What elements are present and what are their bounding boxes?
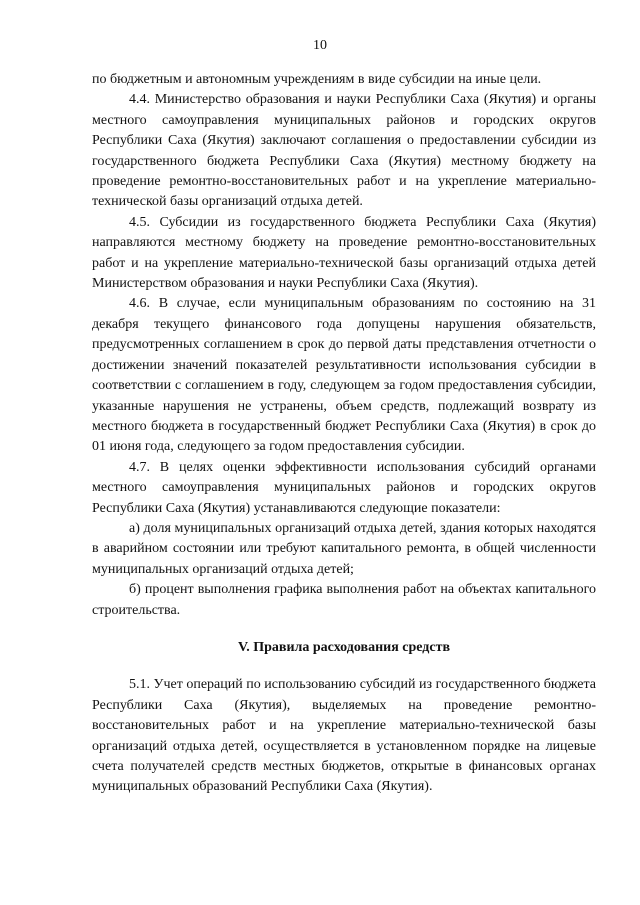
paragraph-4-7: 4.7. В целях оценки эффективности использования субсидий органами местного самоуправления муниципальных районов и городских округов Республики Саха (Якутия) устанавливаются следующие показатели:	[92, 459, 596, 516]
document-body	[92, 70, 596, 798]
indicator-item-a: а) доля муниципальных организаций отдыха детей, здания которых находятся в аварийном состоянии или требуют капитального ремонта, в общей численности муниципальных организаций отдыха детей;	[92, 520, 596, 577]
paragraph-4-4: 4.4. Министерство образования и науки Республики Саха (Якутия) и органы местного самоуправления муниципальных районов и городских округов Республики Саха (Якутия) заключают соглашения о предоставлении субсидии из государственного бюджета Республики Саха (Якутия) местному бюджету на проведение ремонтно-восстановительных работ и на укрепление материально-технической базы организаций отдыха детей.	[92, 92, 596, 210]
paragraph-5-1: 5.1. Учет операций по использованию субсидий из государственного бюджета Республики Саха (Якутия), выделяемых на проведение ремонтно-восстановительных работ и на укрепление материально-технической базы организаций отдыха детей, осуществляется в установленном порядке на лицевые счета получателей средств местных бюджетов, открытые в финансовых органах муниципальных образований Республики Саха (Якутия).	[92, 677, 596, 795]
page-number: 10	[313, 38, 327, 53]
paragraph-4-5: 4.5. Субсидии из государственного бюджета Республики Саха (Якутия) направляются местному бюджету на проведение ремонтно-восстановительных работ и на укрепление материально-технической базы организаций отдыха детей Министерством образования и науки Республики Саха (Якутия).	[92, 214, 596, 292]
indicator-item-b: б) процент выполнения графика выполнения работ на объектах капитального строительства.	[92, 582, 596, 618]
section-heading: V. Правила расходования средств	[237, 639, 451, 655]
paragraph-4-6: 4.6. В случае, если муниципальным образованиям по состоянию на 31 декабря текущего финансового года допущены нарушения обязательств, предусмотренных соглашением в срок до первой даты представления отчетности о достижении значений показателей результативности использования субсидии в соответствии с соглашением в году, следующем за годом предоставления субсидии, указанные нарушения не устранены, объем средств, подлежащий возврату из местного бюджета в государственный бюджет Республики Саха (Якутия) в срок до 01 июня года, следующего за годом предоставления субсидии.	[92, 296, 596, 455]
paragraph-continuation: по бюджетным и автономным учреждениям в виде субсидии на иные цели.	[92, 72, 542, 87]
